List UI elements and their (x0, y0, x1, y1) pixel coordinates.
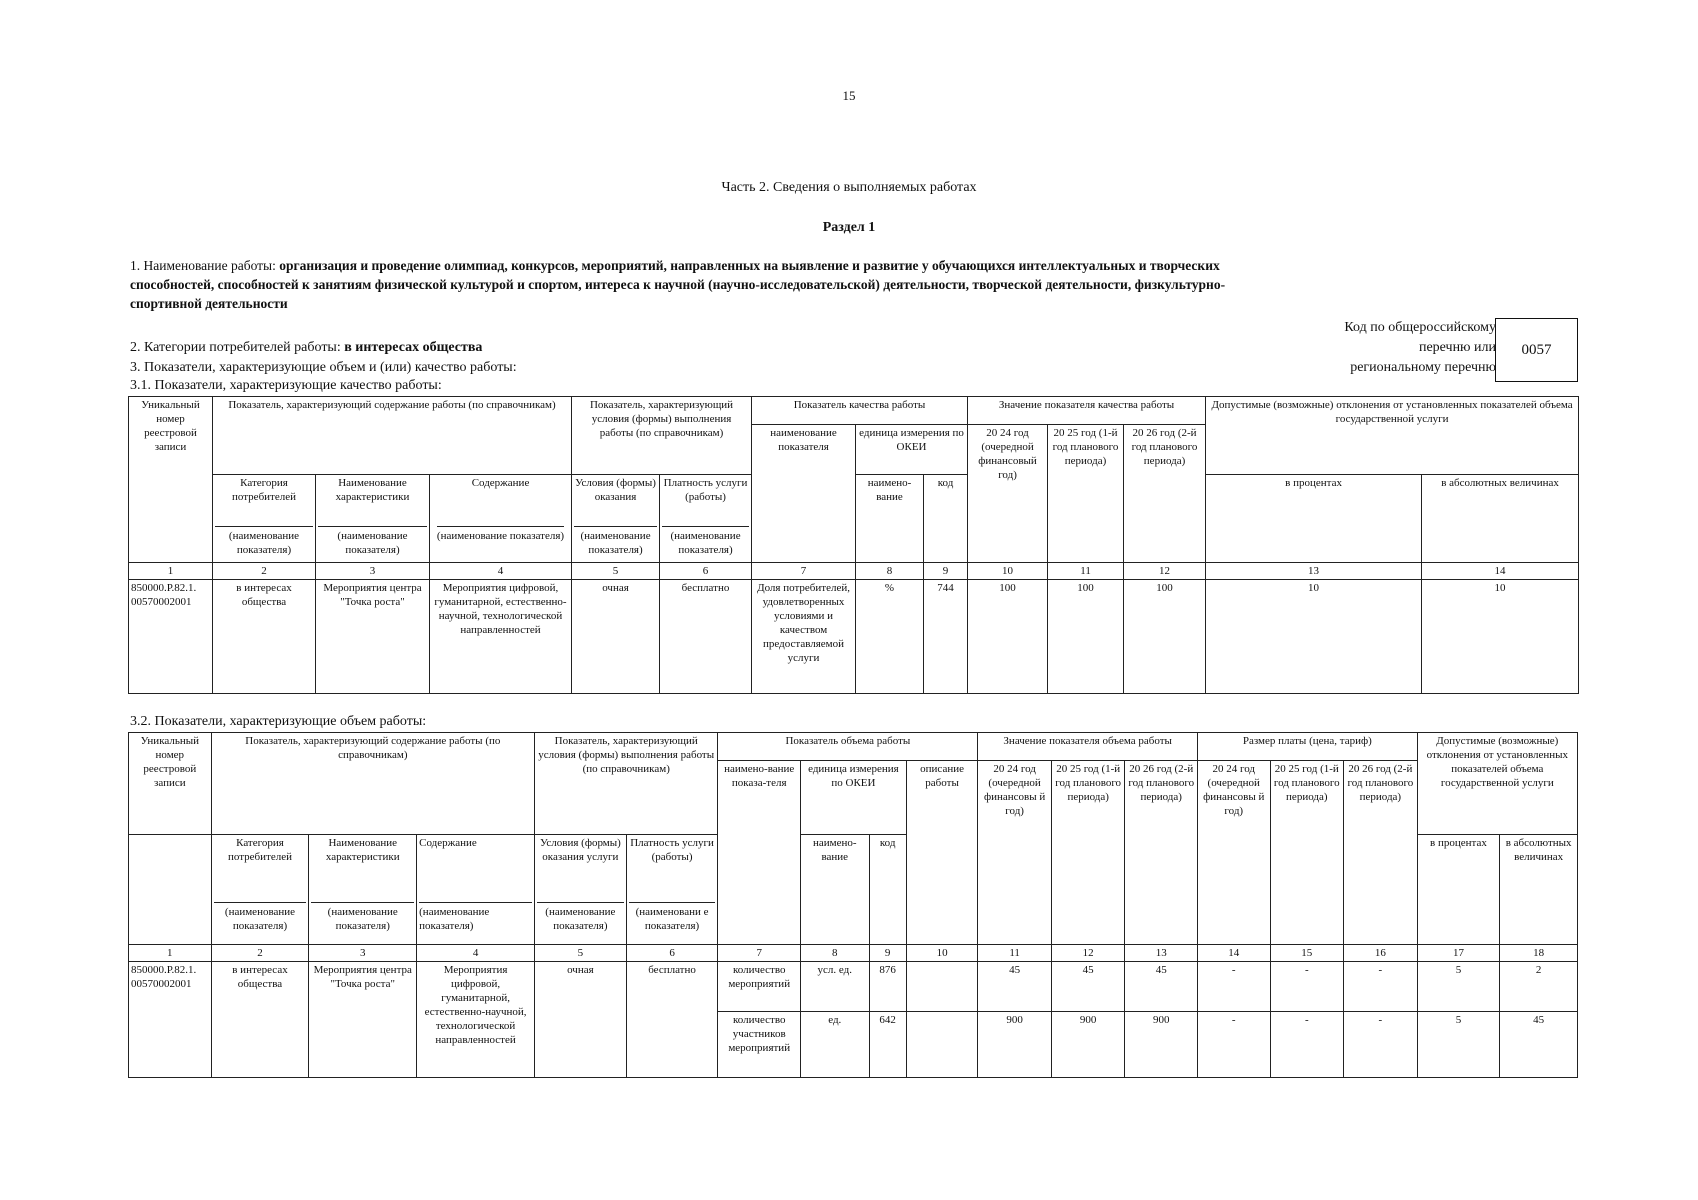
t1-cell-v3: 100 (1124, 580, 1206, 694)
t1-h-ind-name: наименование показателя (752, 425, 856, 563)
t2-num: 17 (1417, 945, 1500, 962)
consumer-category-value: в интересах общества (344, 340, 483, 355)
t1-cell-ind: Доля потребителей, удовлетворенных условиями и качеством предоставляемой услуги (752, 580, 856, 694)
t1-num: 11 (1048, 563, 1124, 580)
t1-h-year1: 20 24 год (очередной финансовый год) (968, 425, 1048, 563)
t2-h-year2: 20 25 год (1-й год планового периода) (1051, 761, 1125, 945)
t1-h-cat: Категория потребителей (наименование показателя) (213, 475, 316, 563)
t2-cell-pay: бесплатно (626, 962, 718, 1078)
t2-cell-f1: - (1197, 962, 1270, 1012)
t2-cell-desc (906, 1012, 978, 1078)
t2-num: 14 (1197, 945, 1270, 962)
code-label-line1: Код по общероссийскому (1344, 320, 1496, 335)
t2-h-desc: описание работы (906, 761, 978, 945)
t2-h-cond-ind: Показатель, характеризующий условия (формы) выполнения работы (по справочникам) (535, 733, 718, 835)
t2-h-unique-cont (129, 835, 212, 945)
t2-cell-f1: - (1197, 1012, 1270, 1078)
t2-h-content-ind: Показатель, характеризующий содержание работы (по справочникам) (211, 733, 534, 835)
t1-h-content: Содержание (наименование показателя) (430, 475, 572, 563)
t2-num: 5 (535, 945, 627, 962)
t1-h-content-ind: Показатель, характеризующий содержание работы (по справочникам) (213, 397, 572, 475)
code-label (1344, 318, 1496, 378)
t2-cell-id: 850000.Р.82.1. 00570002001 (129, 962, 212, 1078)
t2-h-content-sub: (наименование показателя) (419, 902, 532, 933)
t1-num: 5 (572, 563, 660, 580)
t2-h-unit: единица измерения по ОКЕИ (801, 761, 907, 835)
t1-h-unit-name: наимено-вание (856, 475, 924, 563)
t2-cell-ind: количество участников мероприятий (718, 1012, 801, 1078)
t2-cell-v3: 900 (1125, 1012, 1198, 1078)
t1-num: 2 (213, 563, 316, 580)
t1-h-unique: Уникальный номер реестровой записи (129, 397, 213, 563)
t2-cell-cat: в интересах общества (211, 962, 309, 1078)
t1-h-cond-ind: Показатель, характеризующий условия (формы) выполнения работы (по справочникам) (572, 397, 752, 475)
t2-cell-unit: усл. ед. (801, 962, 870, 1012)
t2-h-unique: Уникальный номер реестровой записи (129, 733, 212, 835)
t1-num-row (129, 563, 1579, 580)
t2-h-deviation: Допустимые (возможные) отклонения от установленных показателей объема государственной услуги (1417, 733, 1577, 835)
t2-cell-desc (906, 962, 978, 1012)
t1-h-value: Значение показателя качества работы (968, 397, 1206, 425)
t1-h-year3: 20 26 год (2-й год планового периода) (1124, 425, 1206, 563)
t2-cell-f3: - (1344, 1012, 1418, 1078)
t2-h-fee-year3: 20 26 год (2-й год планового периода) (1344, 761, 1418, 945)
section-title: Раздел 1 (822, 220, 876, 235)
t1-h-cat-sub: (наименование показателя) (215, 526, 313, 557)
t2-h-content: Содержание (наименование показателя) (417, 835, 535, 945)
t1-num: 8 (856, 563, 924, 580)
t2-h-abs: в абсолютных величинах (1500, 835, 1578, 945)
t2-cell-ind: количество мероприятий (718, 962, 801, 1012)
t2-num: 6 (626, 945, 718, 962)
work-name-value: организация и проведение олимпиад, конкурсов, мероприятий, направленных на выявление и развитие у обучающихся интеллектуальных и творческих способностей, способностей к занятиям физической культурой и спортом, интереса к научной (научно-исследовательской) деятельности, творческой деятельности, физкультурно-спортивной деятельности (130, 258, 1226, 311)
t2-h-ind-name: наимено-вание показа-теля (718, 761, 801, 945)
t2-h-volume: Показатель объема работы (718, 733, 978, 761)
work-name-label: 1. Наименование работы: (130, 258, 280, 273)
t2-h-pay-sub: (наименовани е показателя) (629, 902, 716, 933)
page-number: 15 (842, 88, 856, 103)
t1-num: 6 (660, 563, 752, 580)
t2-cell-v2: 900 (1051, 1012, 1125, 1078)
t1-h-percent: в процентах (1206, 475, 1422, 563)
code-label-line2: перечню или (1418, 340, 1496, 355)
t2-cell-f3: - (1344, 962, 1418, 1012)
t2-num: 8 (801, 945, 870, 962)
t2-cell-f2: - (1270, 962, 1344, 1012)
t2-h-cond: Условия (формы) оказания услуги (наименование показателя) (535, 835, 627, 945)
t1-num: 9 (924, 563, 968, 580)
t2-cell-pct: 5 (1417, 962, 1500, 1012)
t1-cell-cat: в интересах общества (213, 580, 316, 694)
t2-h-cat: Категория потребителей (наименование показателя) (211, 835, 309, 945)
t1-cell-cond: очная (572, 580, 660, 694)
t1-h-cond: Условия (формы) оказания (наименование показателя) (572, 475, 660, 563)
t2-num-row (129, 945, 1578, 962)
t1-h-char-sub: (наименование показателя) (318, 526, 427, 557)
t2-num: 16 (1344, 945, 1418, 962)
t1-h-pay: Платность услуги (работы) (наименование показателя) (660, 475, 752, 563)
t1-cell-v1: 100 (968, 580, 1048, 694)
t1-num: 10 (968, 563, 1048, 580)
t1-cell-abs: 10 (1422, 580, 1579, 694)
quality-indicators-heading: 3.1. Показатели, характеризующие качество работы: (130, 378, 442, 393)
consumer-category-label: 2. Категории потребителей работы: (130, 340, 345, 355)
t2-num: 10 (906, 945, 978, 962)
code-label-line3: региональному перечню (1350, 360, 1496, 375)
t2-num: 1 (129, 945, 212, 962)
volume-indicators-heading: 3.2. Показатели, характеризующие объем работы: (130, 714, 427, 729)
t2-num: 3 (309, 945, 417, 962)
t1-h-content-sub: (наименование показателя) (437, 526, 564, 543)
indicators-heading: 3. Показатели, характеризующие объем и (или) качество работы: (130, 360, 517, 375)
t2-cell-cond: очная (535, 962, 627, 1078)
t2-h-fee: Размер платы (цена, тариф) (1197, 733, 1417, 761)
t1-cell-v2: 100 (1048, 580, 1124, 694)
t2-cell-code: 876 (869, 962, 906, 1012)
t2-cell-content: Мероприятия цифровой, гуманитарной, естественно-научной, технологической направленностей (417, 962, 535, 1078)
t2-num: 15 (1270, 945, 1344, 962)
t2-cell-code: 642 (869, 1012, 906, 1078)
t2-num: 13 (1125, 945, 1198, 962)
t2-cell-pct: 5 (1417, 1012, 1500, 1078)
t1-cell-char: Мероприятия центра "Точка роста" (316, 580, 430, 694)
t2-h-fee-year1: 20 24 год (очередной финансовы й год) (1197, 761, 1270, 945)
t1-h-quality: Показатель качества работы (752, 397, 968, 425)
t2-cell-v1: 45 (978, 962, 1052, 1012)
t1-h-deviation: Допустимые (возможные) отклонения от установленных показателей объема государственной услуги (1206, 397, 1579, 475)
t2-h-unit-name: наимено-вание (801, 835, 870, 945)
consumer-category (130, 340, 482, 356)
t2-num: 12 (1051, 945, 1125, 962)
t1-num: 13 (1206, 563, 1422, 580)
t2-h-pay: Платность услуги (работы) (наименовани е показателя) (626, 835, 718, 945)
t1-cell-unit: % (856, 580, 924, 694)
quality-table (128, 396, 1579, 694)
t2-h-year3: 20 26 год (2-й год планового периода) (1125, 761, 1198, 945)
t1-num: 3 (316, 563, 430, 580)
t1-h-year2: 20 25 год (1-й год планового периода) (1048, 425, 1124, 563)
t1-num: 4 (430, 563, 572, 580)
t2-num: 9 (869, 945, 906, 962)
part-title: Часть 2. Сведения о выполняемых работах (721, 180, 977, 195)
volume-table (128, 732, 1578, 1078)
t2-cell-v1: 900 (978, 1012, 1052, 1078)
t1-cell-pct: 10 (1206, 580, 1422, 694)
t2-cell-unit: ед. (801, 1012, 870, 1078)
t2-num: 18 (1500, 945, 1578, 962)
t2-h-value: Значение показателя объема работы (978, 733, 1198, 761)
t1-h-char: Наименование характеристики (наименование показателя) (316, 475, 430, 563)
t2-h-unit-code: код (869, 835, 906, 945)
t2-num: 4 (417, 945, 535, 962)
t1-h-abs: в абсолютных величинах (1422, 475, 1579, 563)
table-row (129, 580, 1579, 694)
t2-num: 7 (718, 945, 801, 962)
t1-num: 7 (752, 563, 856, 580)
t2-cell-char: Мероприятия центра "Точка роста" (309, 962, 417, 1078)
t1-h-cond-sub: (наименование показателя) (574, 526, 657, 557)
t1-h-pay-sub: (наименование показателя) (662, 526, 749, 557)
t1-num: 12 (1124, 563, 1206, 580)
t1-cell-pay: бесплатно (660, 580, 752, 694)
t2-h-fee-year2: 20 25 год (1-й год планового периода) (1270, 761, 1344, 945)
t1-h-unit: единица измерения по ОКЕИ (856, 425, 968, 475)
t2-cell-abs: 2 (1500, 962, 1578, 1012)
code-box: 0057 (1495, 318, 1578, 382)
t2-cell-f2: - (1270, 1012, 1344, 1078)
t2-h-char: Наименование характеристики (наименование показателя) (309, 835, 417, 945)
t2-h-cat-sub: (наименование показателя) (214, 902, 307, 933)
t2-h-year1: 20 24 год (очередной финансовы й год) (978, 761, 1052, 945)
t2-cell-abs: 45 (1500, 1012, 1578, 1078)
t2-h-cond-sub: (наименование показателя) (537, 902, 624, 933)
t2-h-char-sub: (наименование показателя) (311, 902, 414, 933)
t1-cell-content: Мероприятия цифровой, гуманитарной, естественно-научной, технологической направленностей (430, 580, 572, 694)
table-row (129, 962, 1578, 1012)
work-name (130, 256, 1250, 313)
t2-cell-v2: 45 (1051, 962, 1125, 1012)
t1-num: 14 (1422, 563, 1579, 580)
t1-h-unit-code: код (924, 475, 968, 563)
t2-cell-v3: 45 (1125, 962, 1198, 1012)
t2-num: 11 (978, 945, 1052, 962)
t2-h-percent: в процентах (1417, 835, 1500, 945)
t2-num: 2 (211, 945, 309, 962)
t1-cell-id: 850000.Р.82.1. 00570002001 (129, 580, 213, 694)
t1-num: 1 (129, 563, 213, 580)
t1-cell-code: 744 (924, 580, 968, 694)
